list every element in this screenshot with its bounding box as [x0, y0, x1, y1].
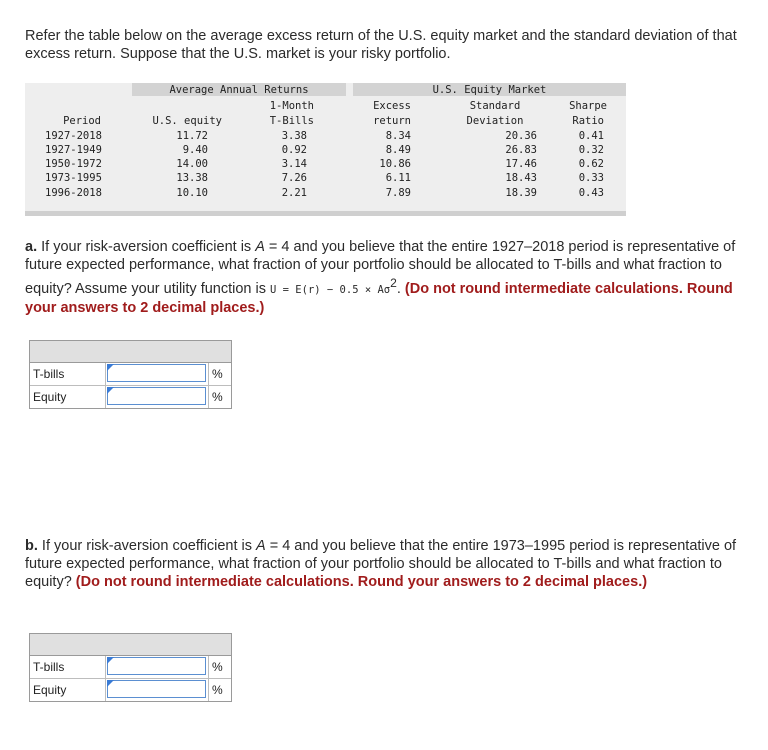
cell-excess: 8.34	[385, 130, 411, 142]
cell-sd: 18.43	[505, 172, 537, 184]
header-sharpe-1: Sharpe	[569, 100, 607, 112]
input-flag-icon	[107, 364, 114, 371]
cell-sharpe: 0.32	[578, 144, 604, 156]
cell-sharpe: 0.33	[578, 172, 604, 184]
header-excess-2: return	[373, 115, 411, 127]
answer-label-tbills-a: T-bills	[33, 367, 65, 381]
divider	[208, 656, 209, 678]
question-a-text-2: = 4 and you believe that the entire 1927–2018 period is representative of future expected performance, what fraction of your portfolio should be allocated to T-bills and what fraction to equity? Assume your utility function is	[25, 239, 736, 297]
cell-equity: 14.00	[176, 158, 208, 170]
cell-equity: 11.72	[176, 130, 208, 142]
divider	[105, 679, 106, 701]
answer-label-equity-b: Equity	[33, 683, 67, 697]
answer-row-equity-b	[30, 679, 231, 701]
question-a	[25, 238, 737, 317]
question-a-label: a.	[25, 239, 38, 255]
answer-table-b-header	[30, 634, 231, 656]
header-period: Period	[63, 115, 101, 127]
cell-period: 1973-1995	[45, 172, 102, 184]
cell-excess: 7.89	[385, 187, 411, 199]
answer-label-tbills-b: T-bills	[33, 660, 65, 674]
answer-table-b	[29, 633, 232, 702]
question-b-text-2: = 4 and you believe that the entire 1973–1995 period is representative of future expected performance, what fraction of your portfolio should be allocated to T-bills and what fraction to equity?	[25, 538, 737, 590]
cell-excess: 10.86	[379, 158, 411, 170]
question-b	[25, 537, 737, 591]
equity-input-a[interactable]	[107, 387, 206, 405]
cell-tbills: 2.21	[281, 187, 307, 199]
answer-row-equity-a	[30, 386, 231, 408]
cell-equity: 10.10	[176, 187, 208, 199]
cell-sd: 20.36	[505, 130, 537, 142]
question-b-var: A	[256, 538, 266, 554]
divider	[105, 656, 106, 678]
group-header-right: U.S. Equity Market	[432, 84, 547, 96]
header-tbills-1: 1-Month	[269, 100, 314, 112]
divider	[208, 386, 209, 408]
question-a-text-3: .	[396, 280, 401, 297]
cell-excess: 6.11	[385, 172, 411, 184]
cell-period: 1927-1949	[45, 144, 102, 156]
header-tbills-2: T-Bills	[269, 115, 314, 127]
divider	[208, 679, 209, 701]
cell-period: 1950-1972	[45, 158, 102, 170]
percent-unit: %	[212, 660, 223, 674]
cell-sharpe: 0.62	[578, 158, 604, 170]
header-excess-1: Excess	[373, 100, 411, 112]
input-flag-icon	[107, 680, 114, 687]
equity-input-b[interactable]	[107, 680, 206, 698]
percent-unit: %	[212, 683, 223, 697]
cell-sd: 26.83	[505, 144, 537, 156]
question-b-label: b.	[25, 538, 38, 554]
question-a-instruction: (Do not round intermediate calculations. Round your answers to 2 decimal places.)	[25, 280, 733, 316]
cell-tbills: 3.14	[281, 158, 307, 170]
percent-unit: %	[212, 390, 223, 404]
header-sharpe-2: Ratio	[572, 115, 604, 127]
question-b-instruction: (Do not round intermediate calculations. Round your answers to 2 decimal places.)	[75, 574, 648, 590]
input-flag-icon	[107, 657, 114, 664]
answer-row-tbills-a	[30, 363, 231, 386]
tbills-input-b[interactable]	[107, 657, 206, 675]
answer-table-a	[29, 340, 232, 409]
divider	[208, 363, 209, 385]
cell-sharpe: 0.41	[578, 130, 604, 142]
header-sd-2: Deviation	[466, 115, 524, 127]
answer-table-a-header	[30, 341, 231, 363]
utility-formula-exponent: 2	[390, 276, 397, 290]
answer-row-tbills-b	[30, 656, 231, 679]
divider	[105, 363, 106, 385]
utility-formula: U = E(r) − 0.5 × Aσ	[270, 283, 391, 296]
divider	[105, 386, 106, 408]
header-equity: U.S. equity	[152, 115, 222, 127]
cell-sd: 17.46	[505, 158, 537, 170]
group-header-left: Average Annual Returns	[169, 84, 309, 96]
question-b-text-1: If your risk-aversion coefficient is	[41, 538, 252, 554]
cell-sd: 18.39	[505, 187, 537, 199]
header-sd-1: Standard	[469, 100, 521, 112]
question-a-var: A	[255, 239, 265, 255]
cell-equity: 13.38	[176, 172, 208, 184]
cell-sharpe: 0.43	[578, 187, 604, 199]
intro-paragraph: Refer the table below on the average excess return of the U.S. equity market and the standard deviation of that excess return. Suppose that the U.S. market is your risky portfolio.	[25, 28, 737, 62]
question-a-text-1: If your risk-aversion coefficient is	[41, 239, 252, 255]
table-bottom-bar	[25, 211, 626, 216]
cell-period: 1927-2018	[45, 130, 102, 142]
percent-unit: %	[212, 367, 223, 381]
cell-tbills: 7.26	[281, 172, 307, 184]
cell-period: 1996-2018	[45, 187, 102, 199]
input-flag-icon	[107, 387, 114, 394]
cell-equity: 9.40	[182, 144, 208, 156]
cell-excess: 8.49	[385, 144, 411, 156]
answer-label-equity-a: Equity	[33, 390, 67, 404]
cell-tbills: 3.38	[281, 130, 307, 142]
cell-tbills: 0.92	[281, 144, 307, 156]
tbills-input-a[interactable]	[107, 364, 206, 382]
returns-table	[25, 83, 626, 216]
